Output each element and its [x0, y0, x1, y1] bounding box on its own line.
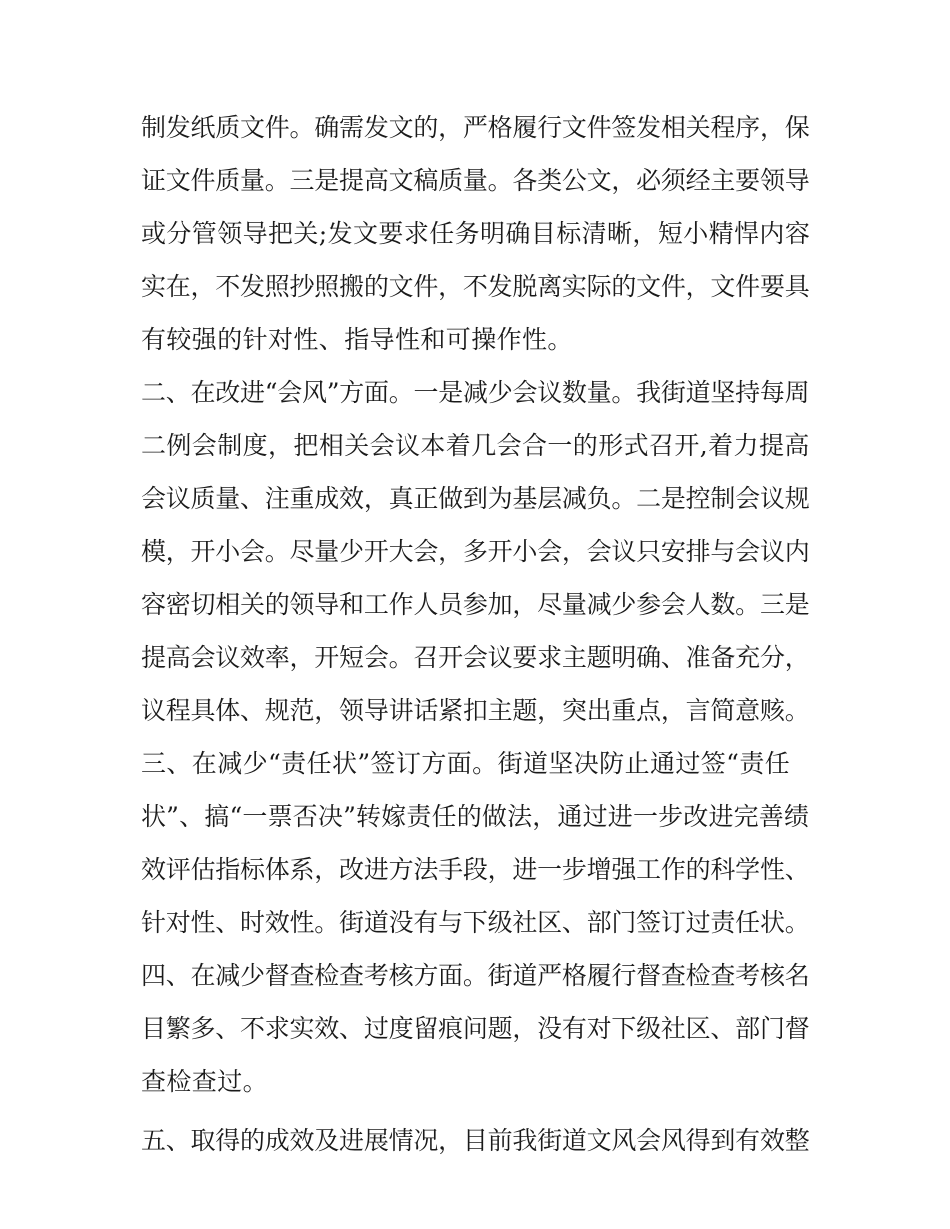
text-line: 四、在减少督查检查考核方面。街道严格履行督查检查考核名	[141, 961, 810, 990]
text-line: 三、在减少“责任状”签订方面。街道坚决防止通过签“责任	[141, 749, 791, 778]
text-line: 提高会议效率，开短会。召开会议要求主题明确、准备充分，	[141, 643, 810, 672]
text-line: 容密切相关的领导和工作人员参加，尽量减少参会人数。三是	[141, 590, 810, 619]
text-line: 模，开小会。尽量少开大会，多开小会，会议只安排与会议内	[141, 537, 810, 566]
text-line: 制发纸质文件。确需发文的，严格履行文件签发相关程序，保	[141, 113, 810, 142]
text-line: 效评估指标体系，改进方法手段，进一步增强工作的科学性、	[141, 855, 810, 884]
text-line: 二例会制度，把相关会议本着几会合一的形式召开,着力提高	[141, 431, 810, 460]
text-line: 针对性、时效性。街道没有与下级社区、部门签订过责任状。	[141, 908, 810, 937]
text-line: 状”、搞“一票否决”转嫁责任的做法，通过进一步改进完善绩	[141, 802, 810, 831]
text-line: 目繁多、不求实效、过度留痕问题，没有对下级社区、部门督	[141, 1014, 810, 1043]
text-line: 或分管领导把关;发文要求任务明确目标清晰，短小精悍内容	[141, 219, 811, 248]
text-line: 会议质量、注重成效，真正做到为基层减负。二是控制会议规	[141, 484, 810, 513]
text-line: 五、取得的成效及进展情况，目前我街道文风会风得到有效整	[141, 1126, 810, 1155]
text-line: 查检查过。	[141, 1067, 269, 1096]
text-line: 实在，不发照抄照搬的文件，不发脱离实际的文件，文件要具	[141, 272, 810, 301]
text-line: 二、在改进“会风”方面。一是减少会议数量。我街道坚持每周	[141, 378, 810, 407]
text-line: 有较强的针对性、指导性和可操作性。	[141, 325, 573, 354]
text-line: 证文件质量。三是提高文稿质量。各类公文，必须经主要领导	[141, 166, 810, 195]
text-line: 议程具体、规范，领导讲话紧扣主题，突出重点，言简意赅。	[141, 696, 810, 725]
